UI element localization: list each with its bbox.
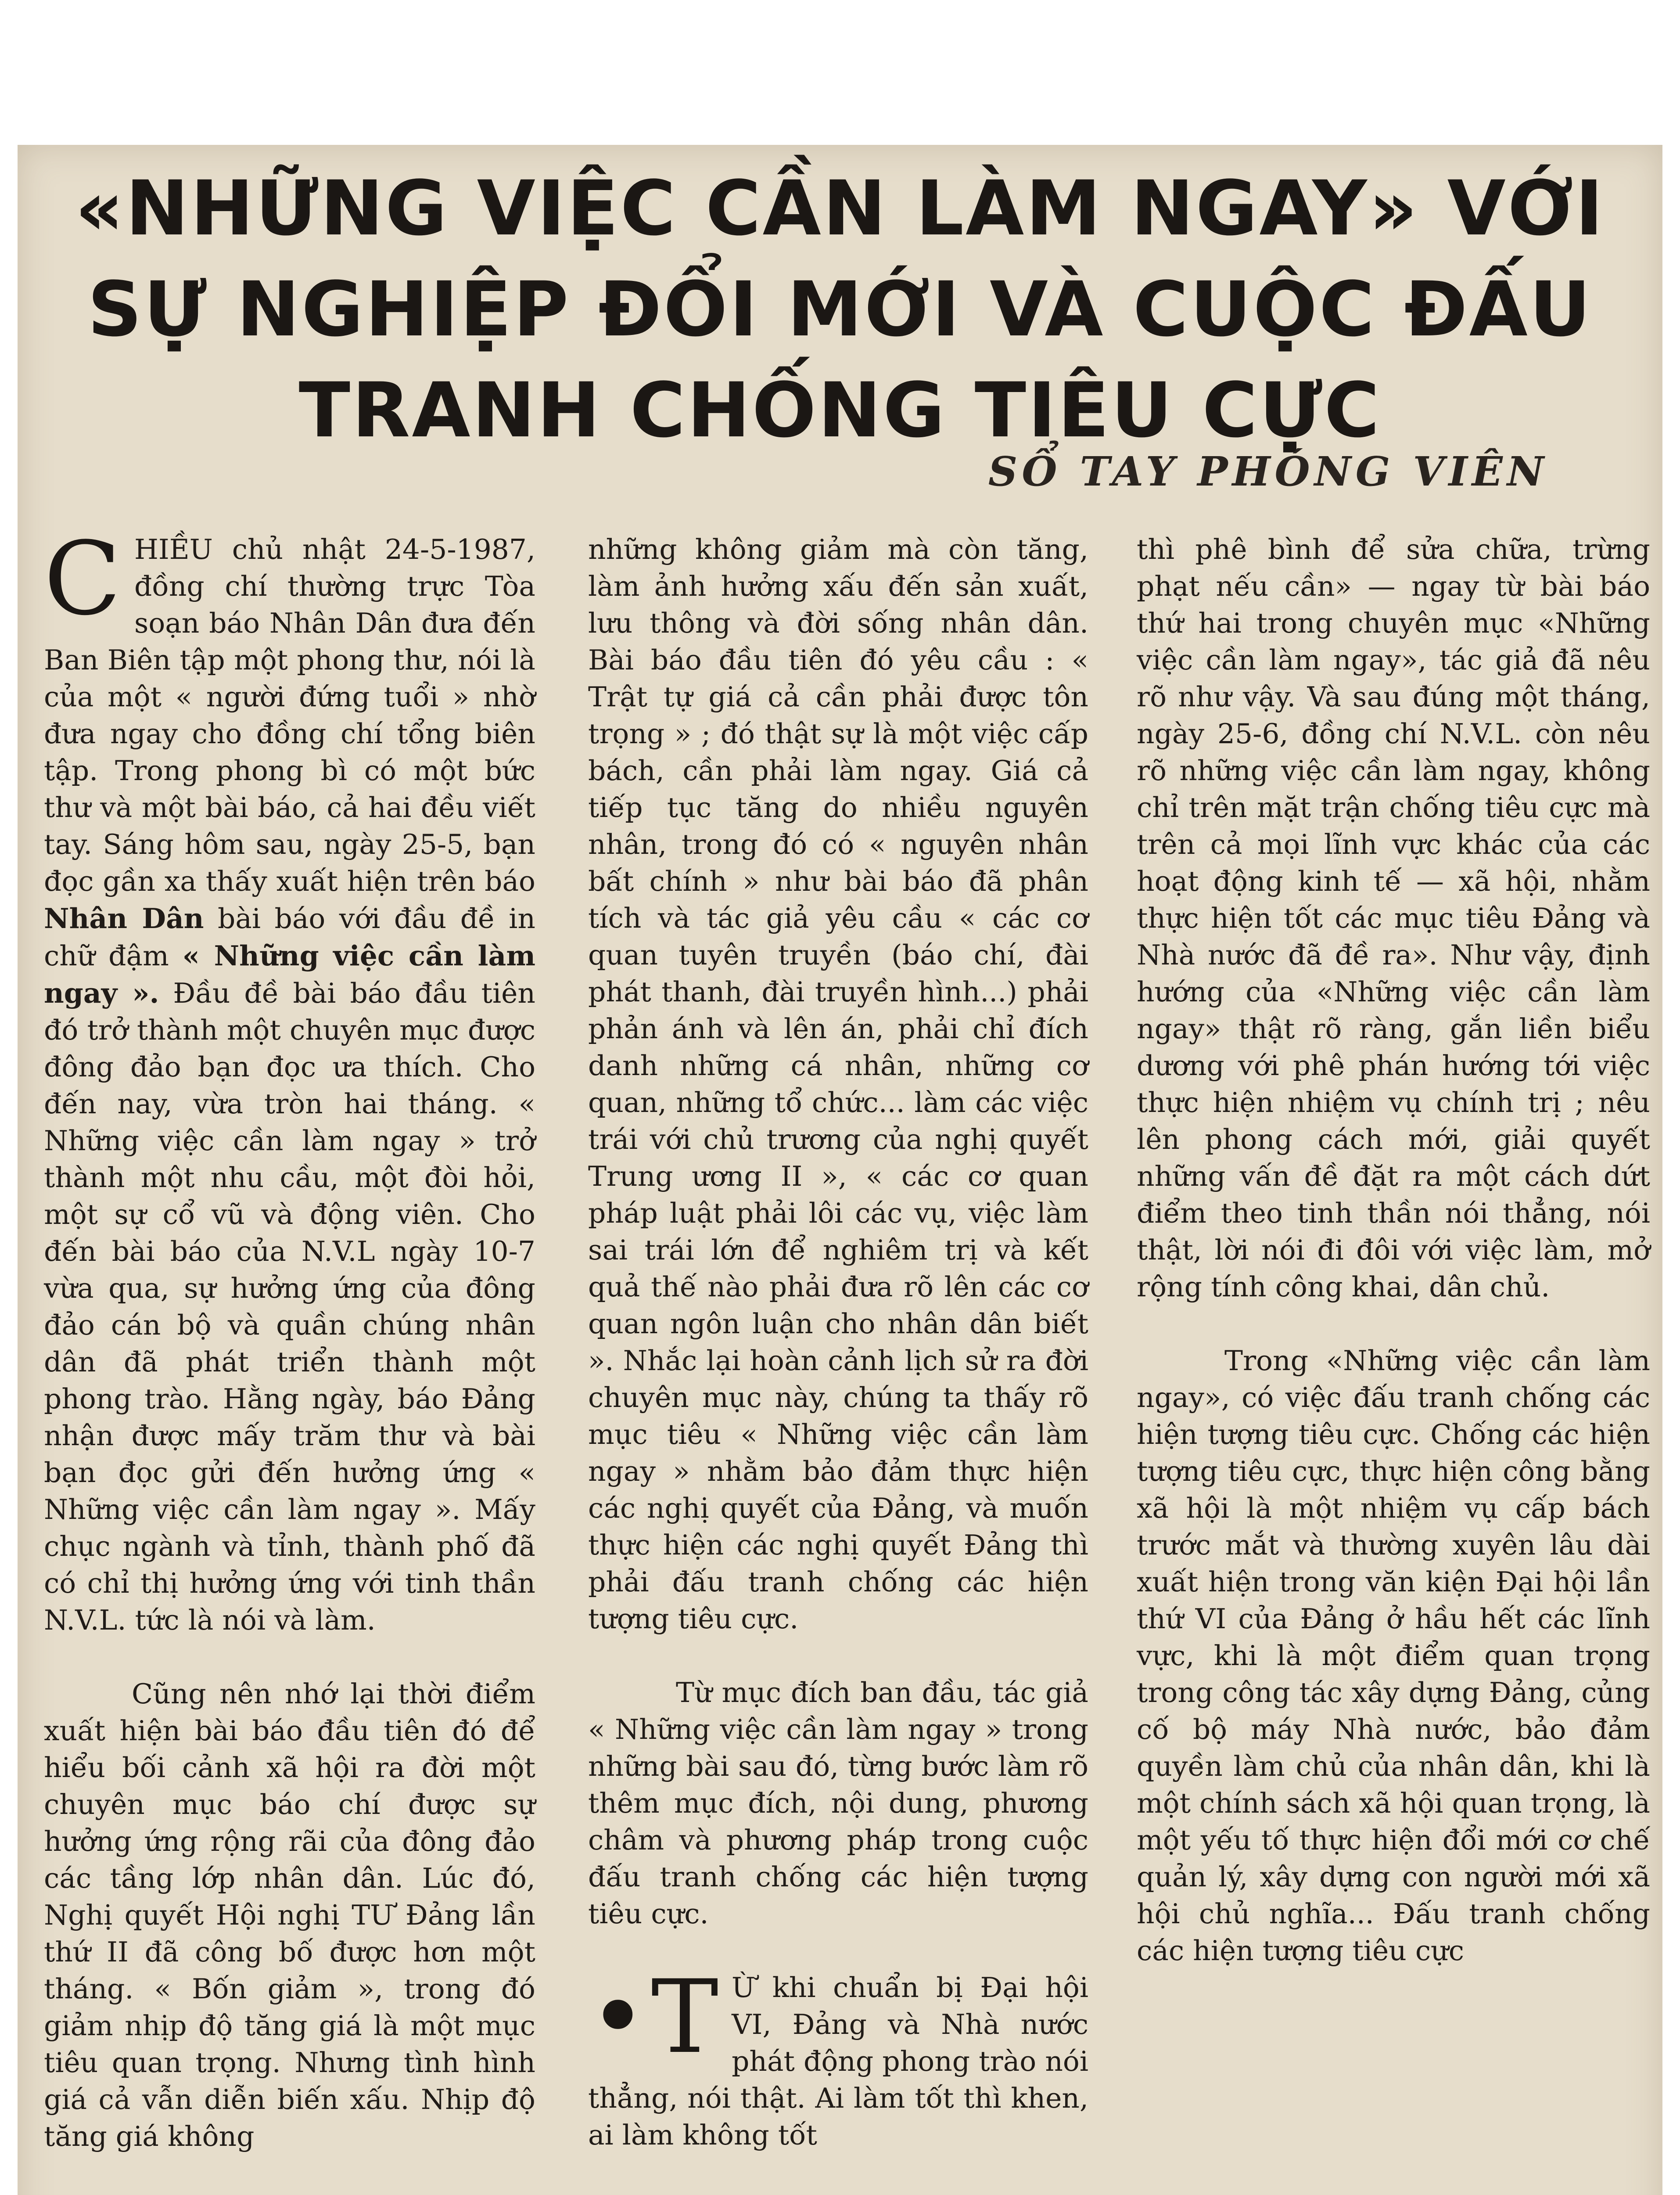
paragraph: thì phê bình để sửa chữa, trừng phạt nếu cần» — ngay từ bài báo thứ hai trong chuyên mục «Những việc cần làm ngay», tác giả đã nêu rõ như vậy. Và sau đúng một tháng, ngày 25-6, đồng chí N.V.L. còn nêu rõ những việc cần làm ngay, không chỉ trên mặt trận chống tiêu cực mà trên cả mọi lĩnh vực khác của các hoạt động kinh tế — xã hội, nhằm thực hiện tốt các mục tiêu Đảng và Nhà nước đã đề ra». Như vậy, định hướng của «Những việc cần làm ngay» thật rõ ràng, gắn liền biểu dương với phê phán hướng tới việc thực hiện nhiệm vụ chính trị ; nêu lên phong cách mới, giải quyết những vấn đề đặt ra một cách dứt điểm theo tinh thần nói thẳng, nói thật, lời nói đi đôi với việc làm, mở rộng tính công khai, dân chủ.	[1137, 533, 1650, 1303]
drop-cap	[588, 1959, 719, 2076]
paragraph-text: HIỀU chủ nhật 24-5-1987, đồng chí thường trực Tòa soạn báo Nhân Dân đưa đến Ban Biên tập một phong thư, nói là của một « người đứng tuổi » nhờ đưa ngay cho đồng chí tổng biên tập. Trong phong bì có một bức thư và một bài báo, cả hai đều viết tay. Sáng hôm sau, ngày 25-5, bạn đọc gần xa thấy xuất hiện trên báo	[44, 533, 535, 897]
drop-cap-letter: T	[651, 1959, 719, 2076]
paragraph	[588, 1959, 1088, 2154]
paragraph-text: Đầu đề bài báo đầu tiên đó trở thành một chuyên mục được đông đảo bạn đọc ưa thích. Cho đến nay, vừa tròn hai tháng. « Những việc cần làm ngay » trở thành một nhu cầu, một đòi hỏi, một sự cổ vũ và động viên. Cho đến bài báo của N.V.L ngày 10-7 vừa qua, sự hưởng ứng của đông đảo cán bộ và quần chúng nhân dân đã phát triển thành một phong trào. Hằng ngày, báo Đảng nhận được mấy trăm thư và bài bạn đọc gửi đến hưởng ứng « Những việc cần làm ngay ». Mấy chục ngành và tỉnh, thành phố đã có chỉ thị hưởng ứng với tinh thần N.V.L. tức là nói và làm.	[44, 977, 536, 1636]
paragraph	[44, 521, 536, 1639]
bold-text: « Những việc cần làm ngay ».	[44, 939, 535, 1009]
paragraph-text: bài báo với đầu đề in chữ đậm	[44, 903, 535, 972]
article-column-2	[588, 531, 1088, 2191]
article-headline: «NHỮNG VIỆC CẦN LÀM NGAY» VỚI SỰ NGHIỆP ĐỔI MỚI VÀ CUỘC ĐẤU TRANH CHỐNG TIÊU CỰC	[75, 164, 1605, 454]
article-column-3	[1137, 531, 1650, 2006]
bullet: •	[588, 1959, 648, 2076]
paragraph-text: Ừ khi chuẩn bị Đại hội VI, Đảng và Nhà nước phát động phong trào nói thẳng, nói thật. Ai làm tốt thì khen, ai làm không tốt	[588, 1972, 1088, 2151]
bold-text: Nhân Dân	[44, 902, 204, 935]
paragraph: Cũng nên nhớ lại thời điểm xuất hiện bài báo đầu tiên đó để hiểu bối cảnh xã hội ra đời một chuyên mục báo chí được sự hưởng ứng rộng rãi của đông đảo các tầng lớp nhân dân. Lúc đó, Nghị quyết Hội nghị TƯ Đảng lần thứ II đã công bố được hơn một tháng. « Bốn giảm », trong đó giảm nhịp độ tăng giá là một mục tiêu quan trọng. Nhưng tình hình giá cả vẫn diễn biến xấu. Nhịp độ tăng giá không	[44, 1678, 535, 2152]
article-column-1	[44, 521, 536, 2192]
paragraph: Từ mục đích ban đầu, tác giả « Những việc cần làm ngay » trong những bài sau đó, từng bước làm rõ thêm mục đích, nội dung, phương châm và phương pháp trong cuộc đấu tranh chống các hiện tượng tiêu cực.	[588, 1677, 1088, 1930]
paragraph: Trong «Những việc cần làm ngay», có việc đấu tranh chống các hiện tượng tiêu cực. Chống các hiện tượng tiêu cực, thực hiện công bằng xã hội là một nhiệm vụ cấp bách trước mắt và thường xuyên lâu dài xuất hiện trong văn kiện Đại hội lần thứ VI của Đảng ở hầu hết các lĩnh vực, khi là một điểm quan trọng trong công tác xây dựng Đảng, củng cố bộ máy Nhà nước, bảo đảm quyền làm chủ của nhân dân, khi là một chính sách xã hội quan trọng, là một yếu tố thực hiện đổi mới cơ chế quản lý, xây dựng con người mới xã hội chủ nghĩa... Đấu tranh chống các hiện tượng tiêu cực	[1137, 1345, 1650, 1967]
byline: SỔ TAY PHÓNG VIÊN	[988, 448, 1548, 495]
paragraph: những không giảm mà còn tăng, làm ảnh hưởng xấu đến sản xuất, lưu thông và đời sống nhân dân. Bài báo đầu tiên đó yêu cầu : « Trật tự giá cả cần phải được tôn trọng » ; đó thật sự là một việc cấp bách, cần phải làm ngay. Giá cả tiếp tục tăng do nhiều nguyên nhân, trong đó có « nguyên nhân bất chính » như bài báo đã phân tích và tác giả yêu cầu « các cơ quan tuyên truyền (báo chí, đài phát thanh, đài truyền hình...) phải phản ánh và lên án, phải chỉ đích danh những cá nhân, những cơ quan, những tổ chức... làm các việc trái với chủ trương của nghị quyết Trung ương II », « các cơ quan pháp luật phải lôi các vụ, việc làm sai trái lớn để nghiêm trị và kết quả thế nào phải đưa rõ lên các cơ quan ngôn luận cho nhân dân biết ». Nhắc lại hoàn cảnh lịch sử ra đời chuyên mục này, chúng ta thấy rõ mục tiêu « Những việc cần làm ngay » nhằm bảo đảm thực hiện các nghị quyết của Đảng, và muốn thực hiện các nghị quyết Đảng thì phải đấu tranh chống các hiện tượng tiêu cực.	[588, 533, 1088, 1635]
drop-cap: C	[44, 521, 121, 638]
